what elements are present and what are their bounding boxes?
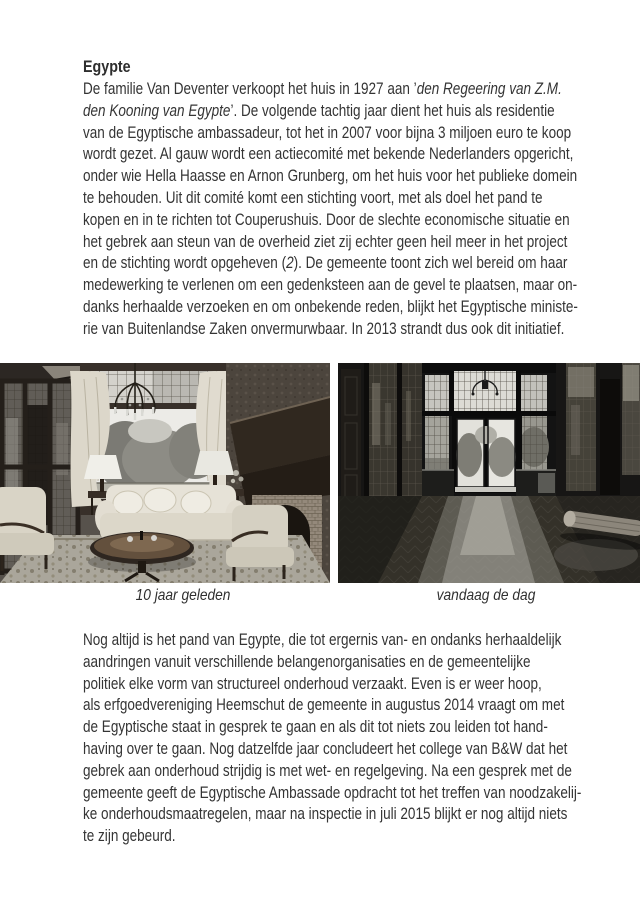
paragraph-line: te zijn gebeurd. (83, 827, 176, 846)
photo-10-jaar-geleden (0, 363, 330, 583)
paragraph-2 (83, 630, 628, 848)
salon-interior-illustration (0, 363, 330, 583)
paragraph-line: gemeente geeft de Egyptische Ambassade opdracht tot het treffen van noodzakelij- (83, 783, 582, 802)
paragraph-line: te behouden. Uit dit comité komt een stichting voort, met als doel het pand te (83, 188, 543, 207)
photo-vandaag-de-dag (338, 363, 640, 583)
paragraph-line: gebrek aan onderhoud strijdig is met wet- en regelgeving. Na een gesprek met de (83, 761, 572, 780)
section-vervolg (83, 629, 628, 848)
empty-hall-illustration (338, 363, 640, 583)
transom-windows (422, 371, 556, 416)
paragraph-line: den Kooning van Egypte’. De volgende tachtig jaar dient het huis als residentie (83, 101, 555, 120)
paragraph-line: van de Egyptische ambassadeur, tot het in 2007 voor bijna 3 miljoen euro te koop (83, 123, 572, 142)
section-heading: Egypte (83, 57, 131, 76)
paragraph-line: de Egyptische staat in gesprek te gaan en als dit tot niets zou leiden tot hand- (83, 718, 548, 737)
paragraph-line: danks herhaalde verzoeken en om onbekende reden, blijkt het Egyptische ministe- (83, 297, 578, 316)
paragraph-line: medewerking te verlenen om een gedenksteen aan de gevel te plaatsen, maar on- (83, 276, 578, 295)
caption-left: 10 jaar geleden (135, 587, 231, 604)
caption-right: vandaag de dag (436, 587, 536, 604)
paragraph-line: aandringen vanuit verschillende belangenorganisaties en de gemeentelijke (83, 652, 531, 671)
paragraph-line: wordt gezet. Al gauw wordt een actiecomité met bekende Nederlanders opgericht, (83, 145, 574, 164)
paragraph-line: ke onderhoudsmaatregelen, maar na inspectie in juli 2015 blijkt er nog altijd niets (83, 805, 568, 824)
paragraph-line: De familie Van Deventer verkoopt het huis in 1927 aan ’den Regeering van Z.M. (83, 80, 562, 98)
paragraph-line: politiek elke vorm van structureel onderhoud verzaakt. Even is er weer hoop, (83, 674, 542, 693)
sofa (95, 485, 247, 540)
paragraph-1 (83, 79, 628, 341)
paragraph-line: kopen en in te richten tot Couperushuis. Door de slechte economische situatie en (83, 210, 570, 229)
section-egypte (83, 56, 628, 341)
paragraph-line: als erfgoedvereniging Heemschut de gemeente in augustus 2014 vraagt om met (83, 696, 565, 715)
paragraph-line: het gebrek aan steun van de overheid ziet zij echter geen heil meer in het project (83, 232, 568, 251)
paragraph-line: Nog altijd is het pand van Egypte, die tot ergernis van- en ondanks herhaaldelijk (83, 631, 562, 649)
paragraph-line: onder wie Hella Haasse en Arnon Grunberg, om het huis voor het publieke domein (83, 167, 578, 186)
paragraph-line: en de stichting wordt opgeheven (2). De gemeente toont zich wel bereid om haar (83, 254, 568, 273)
paragraph-line: having over te gaan. Nog datzelfde jaar concludeert het college van B&W dat het (83, 739, 568, 758)
paragraph-line: rie van Buitenlandse Zaken onvermurwbaar. In 2013 strandt dus ook dit initiatief. (83, 319, 565, 338)
